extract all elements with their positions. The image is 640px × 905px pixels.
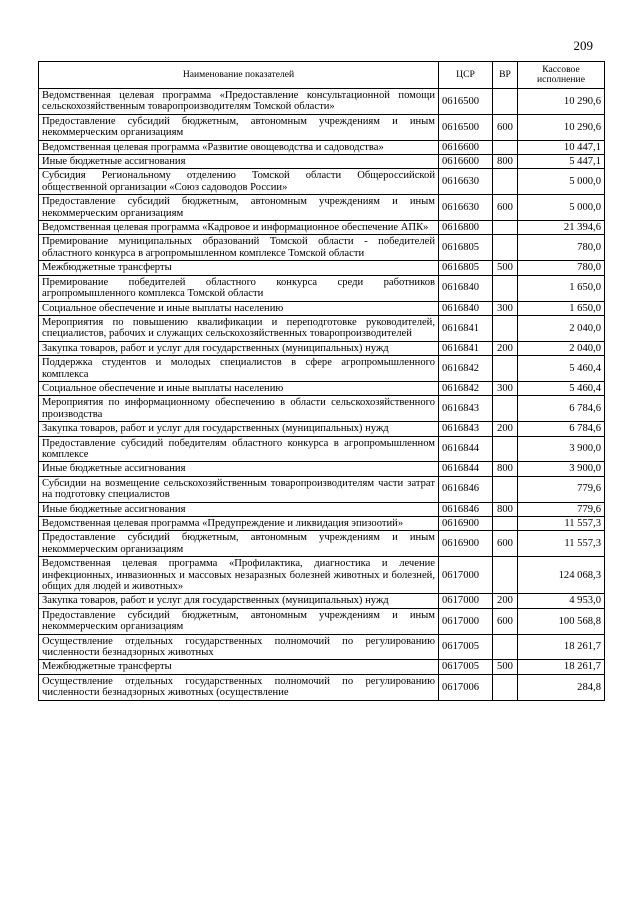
table-row (39, 502, 605, 516)
table-row (39, 301, 605, 315)
header-amount: Кассовое исполнение (518, 62, 605, 89)
cell-name: Закупка товаров, работ и услуг для государственных (муниципальных) нужд (39, 341, 439, 355)
cell-amount: 779,6 (518, 476, 605, 502)
cell-amount: 10 447,1 (518, 140, 605, 154)
cell-csr: 0616900 (439, 517, 493, 531)
cell-vr: 500 (493, 660, 518, 674)
cell-name: Премирование победителей областного конкурса среди работников агропромышленного комплекса Томской области (39, 275, 439, 301)
cell-csr: 0616846 (439, 476, 493, 502)
cell-csr: 0617000 (439, 557, 493, 594)
cell-vr: 200 (493, 594, 518, 608)
table-row (39, 396, 605, 422)
cell-csr: 0616844 (439, 462, 493, 476)
cell-vr (493, 476, 518, 502)
cell-name: Ведомственная целевая программа «Профилактика, диагностика и лечение инфекционных, инвазионных и массовых незаразных болезней животных и болезней, общих для людей и животных» (39, 557, 439, 594)
table-row (39, 422, 605, 436)
table-row (39, 275, 605, 301)
cell-amount: 5 460,4 (518, 381, 605, 395)
cell-amount: 21 394,6 (518, 221, 605, 235)
cell-vr: 600 (493, 608, 518, 634)
cell-csr: 0616630 (439, 195, 493, 221)
cell-name: Иные бюджетные ассигнования (39, 502, 439, 516)
cell-vr: 500 (493, 261, 518, 275)
cell-amount: 6 784,6 (518, 396, 605, 422)
cell-csr: 0617006 (439, 674, 493, 700)
cell-vr (493, 517, 518, 531)
table-row (39, 381, 605, 395)
cell-vr: 800 (493, 155, 518, 169)
cell-amount: 11 557,3 (518, 531, 605, 557)
cell-amount: 1 650,0 (518, 301, 605, 315)
cell-vr (493, 235, 518, 261)
cell-vr (493, 315, 518, 341)
cell-amount: 124 068,3 (518, 557, 605, 594)
table-row (39, 660, 605, 674)
cell-name: Осуществление отдельных государственных полномочий по регулированию численности безнадзорных животных (осуществление (39, 674, 439, 700)
cell-amount: 2 040,0 (518, 341, 605, 355)
cell-vr: 800 (493, 502, 518, 516)
cell-csr: 0616840 (439, 301, 493, 315)
cell-csr: 0616843 (439, 396, 493, 422)
cell-csr: 0616500 (439, 89, 493, 115)
cell-vr (493, 634, 518, 660)
cell-csr: 0617000 (439, 608, 493, 634)
table-row (39, 557, 605, 594)
cell-amount: 5 460,4 (518, 356, 605, 382)
cell-csr: 0616500 (439, 114, 493, 140)
cell-amount: 1 650,0 (518, 275, 605, 301)
cell-name: Субсидия Региональному отделению Томской области Общероссийской общественной организации «Союз садоводов России» (39, 169, 439, 195)
cell-name: Мероприятия по повышению квалификации и переподготовке руководителей, специалистов, рабочих и служащих сельскохозяйственных товаропроизводителей (39, 315, 439, 341)
page-number: 209 (573, 38, 593, 53)
cell-name: Ведомственная целевая программа «Кадровое и информационное обеспечение АПК» (39, 221, 439, 235)
cell-csr: 0616800 (439, 221, 493, 235)
cell-csr: 0616630 (439, 169, 493, 195)
cell-csr: 0616840 (439, 275, 493, 301)
cell-vr: 200 (493, 422, 518, 436)
cell-csr: 0616842 (439, 356, 493, 382)
cell-vr (493, 396, 518, 422)
table-row (39, 169, 605, 195)
table-row (39, 608, 605, 634)
table-row (39, 155, 605, 169)
table-row (39, 436, 605, 462)
cell-name: Поддержка студентов и молодых специалистов в сфере агропромышленного комплекса (39, 356, 439, 382)
cell-vr (493, 169, 518, 195)
table-row (39, 517, 605, 531)
cell-amount: 5 000,0 (518, 195, 605, 221)
cell-amount: 780,0 (518, 235, 605, 261)
budget-table (38, 61, 605, 701)
cell-name: Осуществление отдельных государственных полномочий по регулированию численности безнадзорных животных (39, 634, 439, 660)
cell-csr: 0616841 (439, 315, 493, 341)
cell-csr: 0617005 (439, 634, 493, 660)
table-row (39, 674, 605, 700)
cell-vr (493, 89, 518, 115)
cell-vr (493, 275, 518, 301)
cell-amount: 2 040,0 (518, 315, 605, 341)
cell-name: Мероприятия по информационному обеспечению в области сельскохозяйственного производства (39, 396, 439, 422)
cell-amount: 10 290,6 (518, 89, 605, 115)
table-row (39, 221, 605, 235)
header-name: Наименование показателей (39, 62, 439, 89)
cell-vr (493, 557, 518, 594)
cell-amount: 4 953,0 (518, 594, 605, 608)
table-row (39, 594, 605, 608)
cell-amount: 100 568,8 (518, 608, 605, 634)
cell-vr: 600 (493, 531, 518, 557)
cell-amount: 780,0 (518, 261, 605, 275)
table-body (39, 89, 605, 701)
cell-name: Субсидии на возмещение сельскохозяйственным товаропроизводителям части затрат на подготовку специалистов (39, 476, 439, 502)
cell-csr: 0617000 (439, 594, 493, 608)
table-row (39, 195, 605, 221)
cell-name: Предоставление субсидий бюджетным, автономным учреждениям и иным некоммерческим организациям (39, 114, 439, 140)
cell-amount: 11 557,3 (518, 517, 605, 531)
cell-vr (493, 436, 518, 462)
cell-vr: 600 (493, 114, 518, 140)
cell-name: Предоставление субсидий бюджетным, автономным учреждениям и иным некоммерческим организациям (39, 531, 439, 557)
cell-amount: 3 900,0 (518, 462, 605, 476)
cell-csr: 0616900 (439, 531, 493, 557)
table-row (39, 634, 605, 660)
cell-amount: 284,8 (518, 674, 605, 700)
cell-name: Премирование муниципальных образований Томской области - победителей областного конкурса в агропромышленном комплексе Томской области (39, 235, 439, 261)
cell-vr: 800 (493, 462, 518, 476)
cell-name: Ведомственная целевая программа «Предупреждение и ликвидация эпизоотий» (39, 517, 439, 531)
cell-name: Социальное обеспечение и иные выплаты населению (39, 381, 439, 395)
cell-amount: 3 900,0 (518, 436, 605, 462)
header-vr: ВР (493, 62, 518, 89)
cell-amount: 5 447,1 (518, 155, 605, 169)
table-header-row (39, 62, 605, 89)
cell-csr: 0617005 (439, 660, 493, 674)
cell-csr: 0616844 (439, 436, 493, 462)
cell-vr (493, 674, 518, 700)
cell-name: Закупка товаров, работ и услуг для государственных (муниципальных) нужд (39, 422, 439, 436)
table-row (39, 341, 605, 355)
cell-vr (493, 140, 518, 154)
cell-csr: 0616805 (439, 261, 493, 275)
cell-amount: 6 784,6 (518, 422, 605, 436)
cell-vr: 300 (493, 301, 518, 315)
table-row (39, 462, 605, 476)
cell-name: Предоставление субсидий победителям областного конкурса в агропромышленном комплексе (39, 436, 439, 462)
table-row (39, 235, 605, 261)
cell-name: Закупка товаров, работ и услуг для государственных (муниципальных) нужд (39, 594, 439, 608)
cell-amount: 18 261,7 (518, 634, 605, 660)
cell-vr: 600 (493, 195, 518, 221)
cell-amount: 18 261,7 (518, 660, 605, 674)
cell-name: Социальное обеспечение и иные выплаты населению (39, 301, 439, 315)
cell-vr: 300 (493, 381, 518, 395)
cell-vr (493, 356, 518, 382)
cell-amount: 10 290,6 (518, 114, 605, 140)
cell-name: Иные бюджетные ассигнования (39, 155, 439, 169)
table-row (39, 89, 605, 115)
table-row (39, 114, 605, 140)
cell-amount: 5 000,0 (518, 169, 605, 195)
table-row (39, 476, 605, 502)
cell-name: Межбюджетные трансферты (39, 660, 439, 674)
table-row (39, 140, 605, 154)
table-row (39, 315, 605, 341)
table-row (39, 261, 605, 275)
cell-csr: 0616841 (439, 341, 493, 355)
cell-name: Иные бюджетные ассигнования (39, 462, 439, 476)
cell-csr: 0616846 (439, 502, 493, 516)
cell-vr (493, 221, 518, 235)
cell-csr: 0616600 (439, 140, 493, 154)
cell-csr: 0616842 (439, 381, 493, 395)
cell-name: Ведомственная целевая программа «Предоставление консультационной помощи сельскохозяйственным товаропроизводителям Томской области» (39, 89, 439, 115)
cell-name: Предоставление субсидий бюджетным, автономным учреждениям и иным некоммерческим организациям (39, 608, 439, 634)
cell-amount: 779,6 (518, 502, 605, 516)
cell-name: Предоставление субсидий бюджетным, автономным учреждениям и иным некоммерческим организациям (39, 195, 439, 221)
cell-name: Межбюджетные трансферты (39, 261, 439, 275)
cell-vr: 200 (493, 341, 518, 355)
cell-csr: 0616843 (439, 422, 493, 436)
table-row (39, 531, 605, 557)
cell-csr: 0616805 (439, 235, 493, 261)
cell-name: Ведомственная целевая программа «Развитие овощеводства и садоводства» (39, 140, 439, 154)
cell-csr: 0616600 (439, 155, 493, 169)
table-row (39, 356, 605, 382)
header-csr: ЦСР (439, 62, 493, 89)
